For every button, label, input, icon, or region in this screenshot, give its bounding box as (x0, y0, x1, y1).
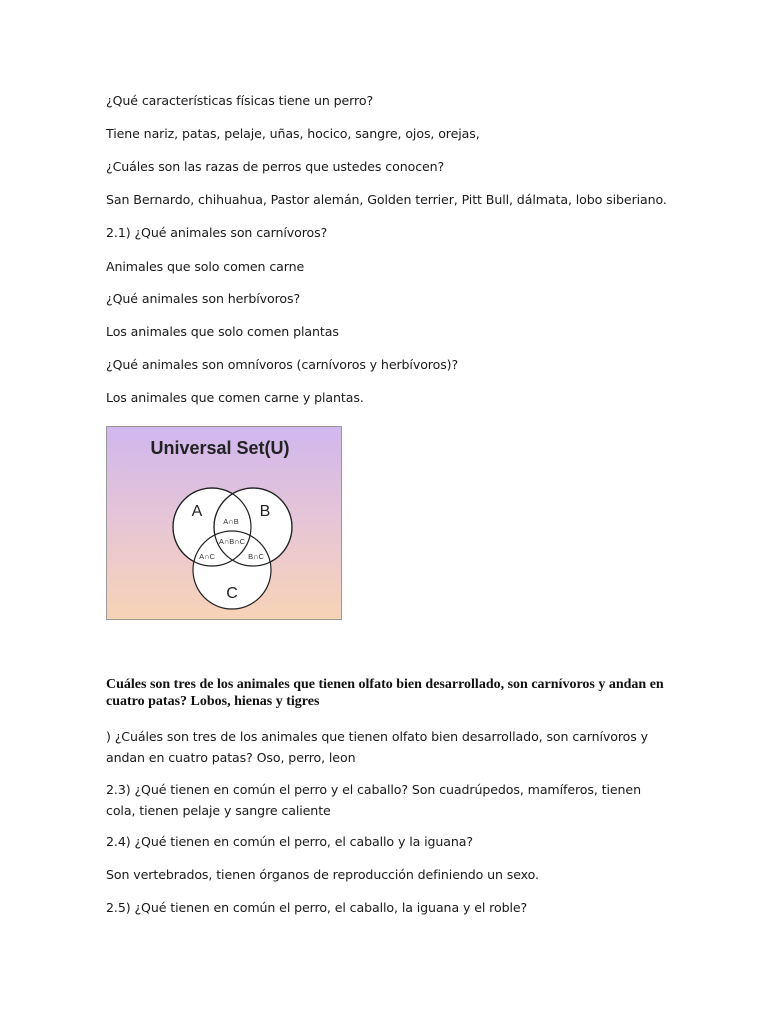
question-omnivores: ¿Qué animales son omnívoros (carnívoros y herbívoros)? (106, 357, 459, 372)
answer-herbivores: Los animales que solo comen plantas (106, 324, 339, 339)
question-perro-caballo-iguana-roble: 2.5) ¿Qué tienen en común el perro, el caballo, la iguana y el roble? (106, 900, 528, 915)
answer-dog-breeds: San Bernardo, chihuahua, Pastor alemán, Golden terrier, Pitt Bull, dálmata, lobo siberiano. (106, 192, 667, 207)
question-dog-breeds: ¿Cuáles son las razas de perros que ustedes conocen? (106, 159, 445, 174)
paragraph-olfato-question: ) ¿Cuáles son tres de los animales que tienen olfato bien desarrollado, son carnívoros y andan en cuatro patas? Oso, perro, leon (106, 729, 648, 765)
bold-heading-question: Cuáles son tres de los animales que tienen olfato bien desarrollado, son carnívoros y andan en cuatro patas? Lobos, hienas y tigres (106, 677, 664, 709)
question-physical-traits: ¿Qué características físicas tiene un perro? (106, 93, 374, 108)
intersection-ac-label: A∩C (199, 552, 215, 561)
question-carnivores: 2.1) ¿Qué animales son carnívoros? (106, 225, 328, 240)
answer-carnivores: Animales que solo comen carne (106, 259, 305, 274)
question-perro-caballo-iguana: 2.4) ¿Qué tienen en común el perro, el caballo y la iguana? (106, 834, 473, 849)
answer-physical-traits: Tiene nariz, patas, pelaje, uñas, hocico, sangre, ojos, orejas, (106, 126, 480, 141)
answer-omnivores: Los animales que comen carne y plantas. (106, 390, 364, 405)
paragraph-perro-caballo: 2.3) ¿Qué tienen en común el perro y el caballo? Son cuadrúpedos, mamíferos, tienen cola, tienen pelaje y sangre caliente (106, 782, 641, 818)
set-a-label: A (191, 503, 203, 520)
venn-title: Universal Set(U) (150, 438, 290, 458)
set-c-label: C (226, 585, 238, 602)
intersection-ab-label: A∩B (223, 517, 239, 526)
venn-diagram (107, 427, 341, 619)
intersection-bc-label: B∩C (248, 552, 264, 561)
question-herbivores: ¿Qué animales son herbívoros? (106, 291, 301, 306)
answer-vertebrados: Son vertebrados, tienen órganos de reproducción definiendo un sexo. (106, 867, 539, 882)
set-b-label: B (259, 503, 271, 520)
venn-diagram-figure (106, 426, 342, 620)
intersection-abc-label: A∩B∩C (218, 537, 246, 546)
